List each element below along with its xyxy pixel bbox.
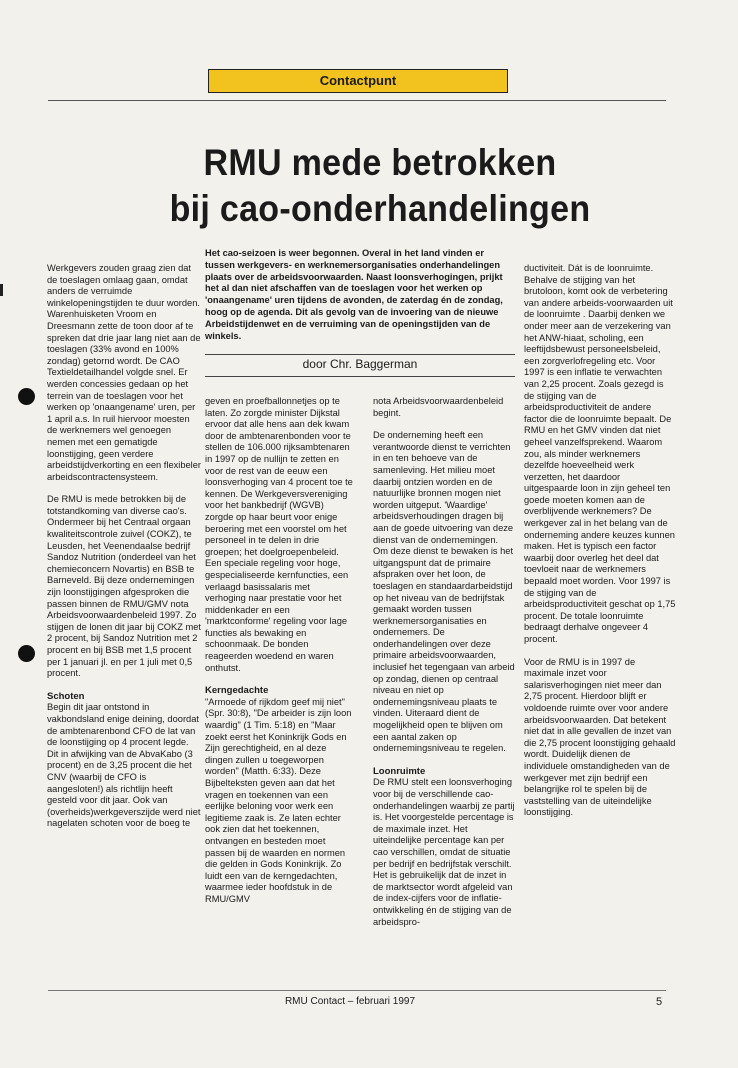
title-line-2: bij cao-onderhandelingen	[169, 188, 591, 229]
paragraph: nota Arbeidsvoorwaardenbeleid begint.	[373, 396, 504, 418]
byline-rule-top	[205, 354, 515, 355]
title-line-1: RMU mede betrokken	[203, 142, 557, 183]
paragraph: geven en proefballonnetjes op te laten. Zo zorgde minister Dijkstal ervoor dat alle hens aan dek kwam door de ambtenarenbonden voor te stellen de 106.000 rijksambtenaren in 1997 op de nullijn te zetten en voor de rest van de eeuw een loonsverhoging van 4 procent toe te kennen. De Werkgeversvereniging voor het bankbedrijf (WGVB) zorgde op haar beurt voor enige beroering met een voorstel om het personeel in te delen in drie groepen; het doelgroepenbeleid. Een speciale regeling voor hoge, gespecialiseerde kernfuncties, een verlaagd basissalaris met verhoging naar prestatie voor het middenkader en een 'marktconforme' regeling voor lage functies als bewaking en schoonmaak. De bonden reageerden woedend en waren onthutst.	[205, 396, 353, 673]
subheading-schoten: Schoten	[47, 690, 85, 702]
paragraph: Werkgevers zouden graag zien dat de toeslagen omlaag gaan, omdat anders de verruimde winkelopeningstijden te duur worden. Warenhuisketen Vroom en Dreesmann zette de toon door af te spreken dat drie jaar lang niet aan de toeslagen (33% avond en 100% zondag) getornd wordt. De CAO Textieldetailhandel volgde snel. Er werden concessies gedaan op het terrein van de toeslagen voor het werken op 'onaangename' uren, per 1 april a.s. In ruil hiervoor moesten de werknemers wel genoegen nemen met een gematigde loonstijging, geen verdere arbeidstijdverkorting en een flexibeler arbeidscontractensysteem.	[47, 263, 202, 482]
punch-hole-icon	[18, 645, 35, 662]
paragraph: De RMU stelt een loonsverhoging voor bij de verschillende cao-onderhandelingen waarbij ze partij is. Het voorgestelde percentage is de maximale inzet. Het uiteindelijke percentage kan per cao verschillen, omdat de situatie per bedrijf en bedrijfstak verschilt. Het is gebruikelijk dat de inzet in de marktsector wordt afgeleid van de index-cijfers voor de inflatie-ontwikkeling én de stijging van de arbeidspro-	[373, 777, 515, 927]
subheading-loonruimte: Loonruimte	[373, 765, 426, 777]
column-4	[524, 263, 676, 830]
punch-hole-icon	[18, 388, 35, 405]
paragraph: Voor de RMU is in 1997 de maximale inzet voor salarisverhogingen niet meer dan 2,75 procent. Hierdoor blijft er voldoende ruimte over voor andere arbeidsvoorwaarden. Dat betekent niet dat in alle gevallen de inzet van die 2,75 procent loonstijging gehaald wordt. Duidelijk dienen de individuele omstandigheden van de werkgever met zijn bedrijf een belangrijke rol te spelen bij de vaststelling van de uiteindelijke loonstijging.	[524, 656, 676, 818]
column-1	[47, 263, 202, 841]
section-label: Contactpunt	[208, 69, 508, 93]
footer-text: RMU Contact – februari 1997	[284, 996, 416, 1007]
header-rule	[48, 100, 666, 101]
byline-rule-bottom	[205, 376, 515, 377]
column-2	[205, 396, 353, 917]
paragraph: De onderneming heeft een verantwoorde dienst te verrichten in en ten behoeve van de samenleving. Het milieu moet daarbij ontzien worden en de natuurlijke bronnen mogen niet worden uitgeput. 'Waardige' arbeidsverhoudingen dragen bij aan de goede uitvoering van deze dienst van de ondernemingen. Om deze dienst te bewaken is het uitgangspunt dat de primaire afspraken over het loon, de toeslagen en standaardarbeidstijd op het niveau van de bedrijfstak gemaakt worden tussen werknemersorganisaties en ondernemers. De onderhandelingen over deze primaire arbeidsvoorwaarden, inclusief het tegengaan van arbeid op zondag, dienen op centraal niveau en niet op ondernemingsniveau plaats te vinden. Uiteraard dient de mogelijkheid open te blijven om een aantal zaken op ondernemingsniveau te regelen.	[373, 430, 515, 754]
paragraph: Begin dit jaar ontstond in vakbondsland enige deining, doordat de ambtenarenbond CFO de lat van de loonstijging op 4 procent legde. Dit in afwijking van de AbvaKabo (3 procent) en de 3,25 procent die het CNV (waarbij de CFO is aangesloten!) als richtlijn heeft gesteld voor dit jaar. Ook van (overheids)werkgeverszijde werd niet nagelaten schoten voor de boeg te	[47, 702, 201, 829]
article-title	[122, 140, 637, 232]
page-number: 5	[656, 996, 663, 1008]
column-3	[373, 396, 515, 939]
subheading-kerngedachte: Kerngedachte	[205, 685, 269, 697]
paragraph: ductiviteit. Dát is de loonruimte. Behalve de stijging van het brutoloon, komt ook de verbetering van andere arbeids-voorwaarden uit de loonruimte . Daarbij denken we onder meer aan de verzekering van het ANW-hiaat, scholing, een leeftijdsbewust personeelsbeleid, een zorgverlofregeling etc. Voor 1997 is een inflatie te verwachten van 2,25 procent. Zoals gezegd is de stijging van de arbeidsproductiviteit de andere factor die de loonruimte bepaalt. De RMU en het GMV vinden dat niet geheel vanzelfsprekend. Waarom zou, als minder werknemers dezelfde hoeveelheid werk verzetten, het daardoor uitgespaarde loon in zijn geheel ten goede moeten komen aan de overblijvende werknemers? De werkgever zal in het belang van de onderneming andere keuzes kunnen maken. Het is typisch een factor waarbij door overleg het deel dat toevloeit naar de werknemers bepaald moet worden. Voor 1997 is de stijging van de arbeidsproductiviteit geschat op 1,75 procent. De totale loonruimte bedraagt derhalve ongeveer 4 procent.	[524, 263, 676, 644]
scan-edge-mark	[0, 284, 3, 296]
paragraph: De RMU is mede betrokken bij de totstandkoming van diverse cao's. Ondermeer bij het Centraal orgaan kwaliteitscontrole zuivel (COKZ), te Leusden, het Veenendaalse bedrijf Sandoz Nutrition (onderdeel van het chemieconcern Novartis) en BSB te Barneveld. Bij deze ondernemingen zijn loonstijgingen afgesproken die passen binnen de RMU/GMV nota Arbeidsvoorwaardenbeleid 1997. Zo stijgen de lonen dit jaar bij COKZ met 2 procent, bij Sandoz Nutrition met 2 procent en bij BSB met 1,5 procent per 1 januari jl. en per 1 juli met 0,5 procent.	[47, 494, 201, 679]
article-intro: Het cao-seizoen is weer begonnen. Overal in het land vinden er tussen werkgevers- en werknemersorganisaties onderhandelingen plaats over de arbeidsvoorwaarden. Naast loonsverhogingen, prijkt het al dan niet afschaffen van de toeslagen voor het werken op 'onaangename' uren tijdens de avonden, de zaterdag én de zondag, hoog op de agenda. Dit als gevolg van de invoering van de nieuwe Arbeidstijdenwet en de verruiming van de openingstijden van de winkels.	[205, 248, 503, 341]
byline: door Chr. Baggerman	[302, 357, 418, 371]
footer-rule	[48, 990, 666, 991]
paragraph: "Armoede of rijkdom geef mij niet" (Spr. 30:8), "De arbeider is zijn loon waardig" (1 Tim. 5:18) en "Maar zoekt eerst het Koninkrijk Gods en Zijn gerechtigheid, en al deze dingen zullen u toegeworpen worden" (Matth. 6:33). Deze Bijbelteksten geven aan dat het vragen en toekennen van een eerlijke beloning voor werk een legitieme zaak is. Ze laten echter ook zien dat het toekennen, ontvangen en besteden moet passen bij de waarden en normen die gelden in Gods Koninkrijk. Zo luidt een van de kerngedachten, waarmee ieder hoofdstuk in de RMU/GMV	[205, 696, 352, 904]
